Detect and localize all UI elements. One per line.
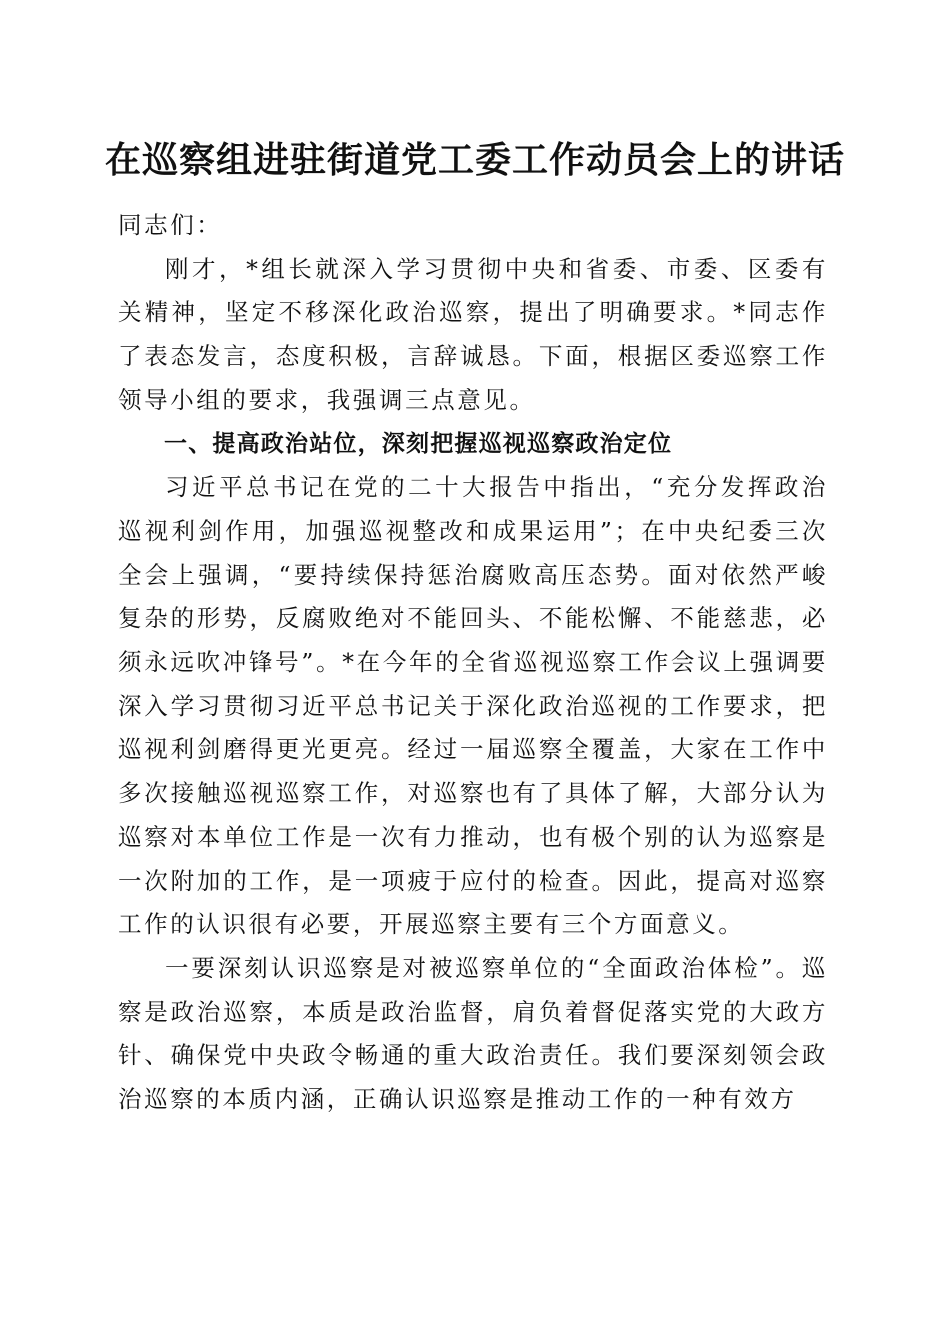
- document-body: [118, 204, 828, 1122]
- paragraph-section-2: 一要深刻认识巡察是对被巡察单位的“全面政治体检”。巡察是政治巡察，本质是政治监督，肩负着督促落实党的大政方针、确保党中央政令畅通的重大政治责任。我们要深刻领会政治巡察的本质内涵，正确认识巡察是推动工作的一种有效方: [118, 953, 828, 1114]
- salutation: 同志们：: [118, 211, 223, 239]
- document-title: 在巡察组进驻街道党工委工作动员会上的讲话: [104, 139, 845, 181]
- paragraph-intro: 刚才，*组长就深入学习贯彻中央和省委、市委、区委有关精神，坚定不移深化政治巡察，提出了明确要求。*同志作了表态发言，态度积极，言辞诚恳。下面，根据区委巡察工作领导小组的要求，我强调三点意见。: [118, 254, 828, 414]
- paragraph-section-1: 习近平总书记在党的二十大报告中指出，“充分发挥政治巡视利剑作用，加强巡视整改和成果运用”；在中央纪委三次全会上强调，“要持续保持惩治腐败高压态势。面对依然严峻复杂的形势，反腐败绝对不能回头、不能松懈、不能慈悲，必须永远吹冲锋号”。*在今年的全省巡视巡察工作会议上强调要深入学习贯彻习近平总书记关于深化政治巡视的工作要求，把巡视利剑磨得更光更亮。经过一届巡察全覆盖，大家在工作中多次接触巡视巡察工作，对巡察也有了具体了解，大部分认为巡察对本单位工作是一次有力推动，也有极个别的认为巡察是一次附加的工作，是一项疲于应付的检查。因此，提高对巡察工作的认识很有必要，开展巡察主要有三个方面意义。: [118, 473, 828, 939]
- section-heading: 一、提高政治站位，深刻把握巡视巡察政治定位: [164, 430, 673, 457]
